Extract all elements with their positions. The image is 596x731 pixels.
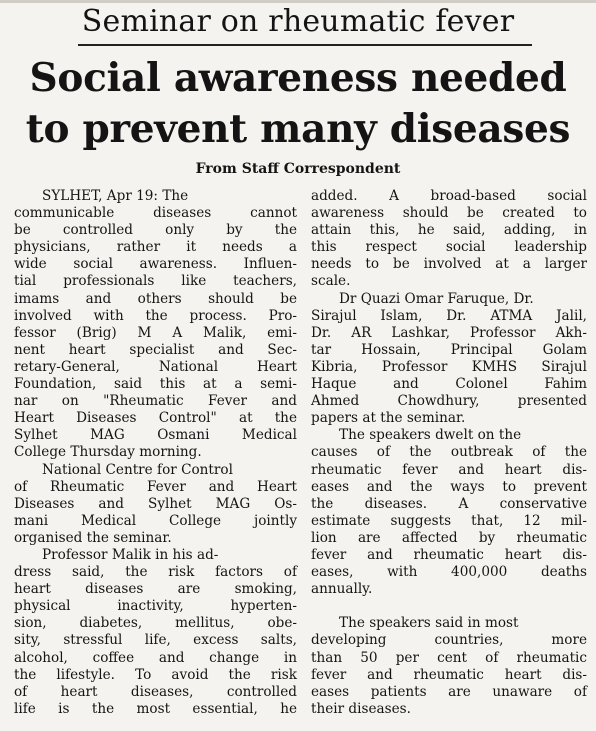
article-line: rheumatic fever and heart dis- [311,461,587,478]
article-line: Foundation, said this at a semi- [14,376,297,393]
article-line: mani Medical College jointly [14,512,297,529]
article-line: awareness should be created to [311,205,587,222]
article-line: Professor Malik in his ad- [42,546,219,563]
article-line: eases patients are unaware of [311,683,587,700]
article-line: of Rheumatic Fever and Heart [14,478,297,495]
article-line: National Centre for Control [42,461,233,478]
article-line: College Thursday morning. [14,444,202,461]
article-line: be controlled only by the [14,222,297,239]
article-line: developing countries, more [311,632,587,649]
article-line: The speakers said in most [339,615,519,632]
article-line: causes of the outbreak of the [311,444,587,461]
article-line: physicians, rather it needs a [14,239,297,256]
article-line: attain this, he said, adding, in [311,222,587,239]
article-line: physical inactivity, hyperten- [14,598,297,615]
article-line: dress said, the risk factors of [14,564,297,581]
article-line: tar Hossain, Principal Golam [311,341,587,358]
article-line: scale. [311,273,351,290]
headline-line-1: Social awareness needed [29,55,567,101]
article-line: estimate suggests that, 12 mil- [311,512,587,529]
article-line: heart diseases are smoking, [14,581,297,598]
article-line: Sirajul Islam, Dr. ATMA Jalil, [311,307,587,324]
article-line: alcohol, coffee and change in [14,649,297,666]
article-line: communicable diseases cannot [14,205,297,222]
headline-line-2: to prevent many diseases [25,106,571,152]
article-line: eases and the ways to prevent [311,478,587,495]
article-line: added. A broad-based social [311,188,587,204]
article-line: organised the seminar. [14,529,172,546]
article-line: eases, with 400,000 deaths [311,564,587,581]
article-line: nar on "Rheumatic Fever and [14,393,297,410]
article-line: the lifestyle. To avoid the risk [14,666,297,683]
article-line: needs to be involved at a larger [311,256,587,273]
article-line: lion are affected by rheumatic [311,529,587,546]
article-line: life is the most essential, he [14,700,297,717]
kicker-headline: Seminar on rheumatic fever [81,4,515,39]
article-line: Ahmed Chowdhury, presented [311,393,587,410]
article-line: annually. [311,581,373,598]
article-line: SYLHET, Apr 19: The [42,188,189,204]
article-line: of heart diseases, controlled [14,683,297,700]
article-line: The speakers dwelt on the [339,427,522,444]
article-line: Dr. AR Lashkar, Professor Akh- [311,324,587,341]
article-line: papers at the seminar. [311,410,466,427]
article-line: fever and rheumatic heart dis- [311,546,587,563]
article-line: the diseases. A conservative [311,495,587,512]
article-line: sity, stressful life, excess salts, [14,632,297,649]
byline: From Staff Correspondent [195,161,401,177]
article-line: Sylhet MAG Osmani Medical [14,427,297,444]
kicker-rule [78,44,532,46]
article-line: Heart Diseases Control" at the [14,410,297,427]
article-line: Dr Quazi Omar Faruque, Dr. [339,290,534,307]
article-line: than 50 per cent of rheumatic [311,649,587,666]
article-column-1 [14,188,297,718]
article-line: Diseases and Sylhet MAG Os- [14,495,297,512]
article-line: tial professionals like teachers, [14,273,297,290]
article-line [311,598,587,615]
article-line: imams and others should be [14,290,297,307]
article-line: Haque and Colonel Fahim [311,376,587,393]
article-line: Kibria, Professor KMHS Sirajul [311,358,587,375]
article-line: fever and rheumatic heart dis- [311,666,587,683]
article-line: wide social awareness. Influen- [14,256,297,273]
article-line: this respect social leadership [311,239,587,256]
article-line: sion, diabetes, mellitus, obe- [14,615,297,632]
article-column-2 [311,188,587,718]
article-line: fessor (Brig) M A Malik, emi- [14,324,297,341]
article-line: their diseases. [311,700,411,717]
article-line: retary-General, National Heart [14,358,297,375]
article-line: involved with the process. Pro- [14,307,297,324]
article-line: nent heart specialist and Sec- [14,341,297,358]
